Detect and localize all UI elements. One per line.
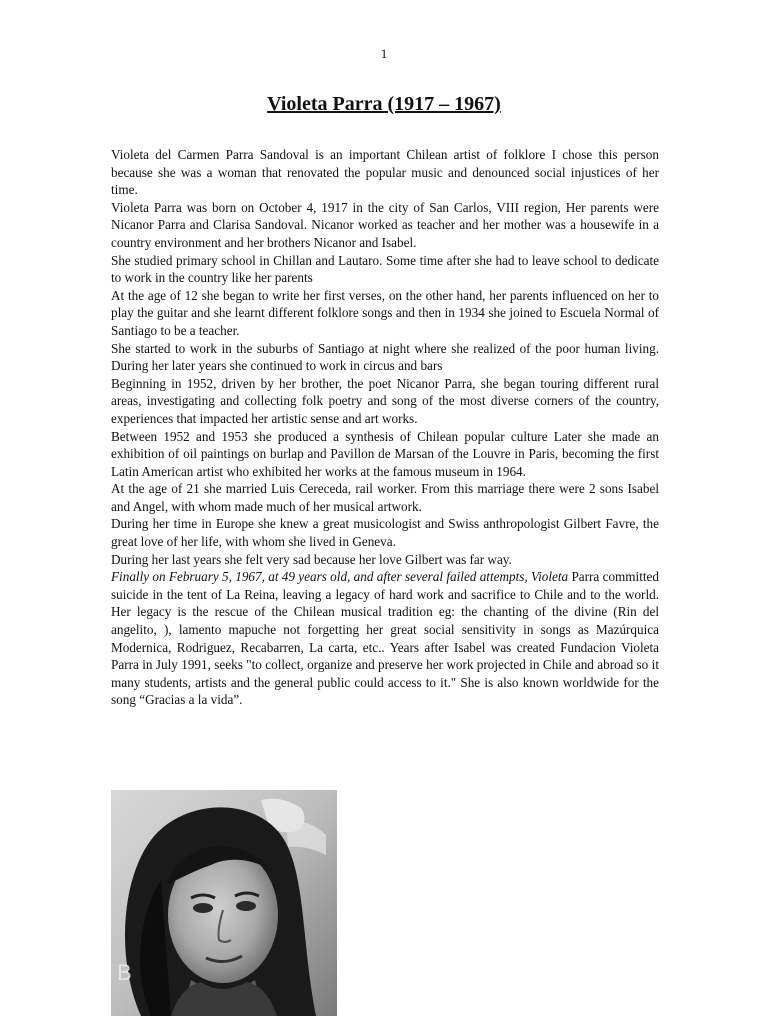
paragraph: She studied primary school in Chillan and Lautaro. Some time after she had to leave school to dedicate to work in the country like her parents bbox=[111, 252, 659, 286]
italic-lead: Finally on February 5, 1967, at 49 years old, and after several failed attempts, Violeta bbox=[111, 569, 569, 585]
paragraph: During her time in Europe she knew a great musicologist and Swiss anthropologist Gilbert Favre, the great love of her life, with whom she lived in Geneva. bbox=[111, 516, 659, 550]
svg-text:B: B bbox=[117, 960, 132, 985]
paragraph: Beginning in 1952, driven by her brother, the poet Nicanor Parra, she began touring different rural areas, investigating and collecting folk poetry and song of the most diverse corners of the country, experiences that impacted her artistic sense and art works. bbox=[111, 375, 659, 426]
portrait-photo bbox=[111, 790, 337, 1016]
document-body bbox=[111, 146, 659, 709]
paragraph: Between 1952 and 1953 she produced a synthesis of Chilean popular culture Later she made an exhibition of oil paintings on burlap and Pavillon de Marsan of the Louvre in Paris, becoming the first Latin American artist who exhibited her works at the famous museum in 1964. bbox=[111, 428, 659, 479]
paragraph: During her last years she felt very sad because her love Gilbert was far way. bbox=[111, 551, 512, 567]
paragraph: She started to work in the suburbs of Santiago at night where she realized of the poor human living. During her later years she continued to work in circus and bars bbox=[111, 340, 659, 374]
paragraph: Violeta del Carmen Parra Sandoval is an important Chilean artist of folklore I chose this person because she was a woman that renovated the popular music and denounced social injustices of her time. bbox=[111, 147, 659, 198]
page-number: 1 bbox=[380, 46, 388, 61]
paragraph: At the age of 21 she married Luis Cereceda, rail worker. From this marriage there were 2 sons Isabel and Angel, with whom made much of her musical artwork. bbox=[111, 481, 659, 514]
document-title: Violeta Parra (1917 – 1967) bbox=[267, 93, 501, 115]
final-paragraph-rest: Parra committed suicide in the tent of La Reina, leaving a legacy of hard work and sacrifice to Chile and to the world. Her legacy is the rescue of the Chilean musical tradition eg: the chanting of the divine (Rin del angelito, ), lamento mapuche not forgetting her great social sensitivity in songs as Mazúrquica Modernica, Rodriguez, Recabarren, La carta, etc.. Years after Isabel was created Fundacion Violeta Parra in July 1991, seeks "to collect, organize and preserve her work projected in Chile and abroad so it many students, artists and the general public could access to it." She is also known worldwide for the song “Gracias a la vida”. bbox=[111, 569, 659, 708]
paragraph: At the age of 12 she began to write her first verses, on the other hand, her parents influenced on her to play the guitar and she learnt different folklore songs and then in 1934 she joined to Escuela Normal of Santiago to be a teacher. bbox=[111, 287, 659, 338]
final-paragraph bbox=[111, 568, 659, 709]
paragraph: Violeta Parra was born on October 4, 1917 in the city of San Carlos, VIII region, Her parents were Nicanor Parra and Clarisa Sandoval. Nicanor worked as teacher and her mother was a housewife in a country environment and her brothers Nicanor and Isabel. bbox=[111, 199, 659, 250]
